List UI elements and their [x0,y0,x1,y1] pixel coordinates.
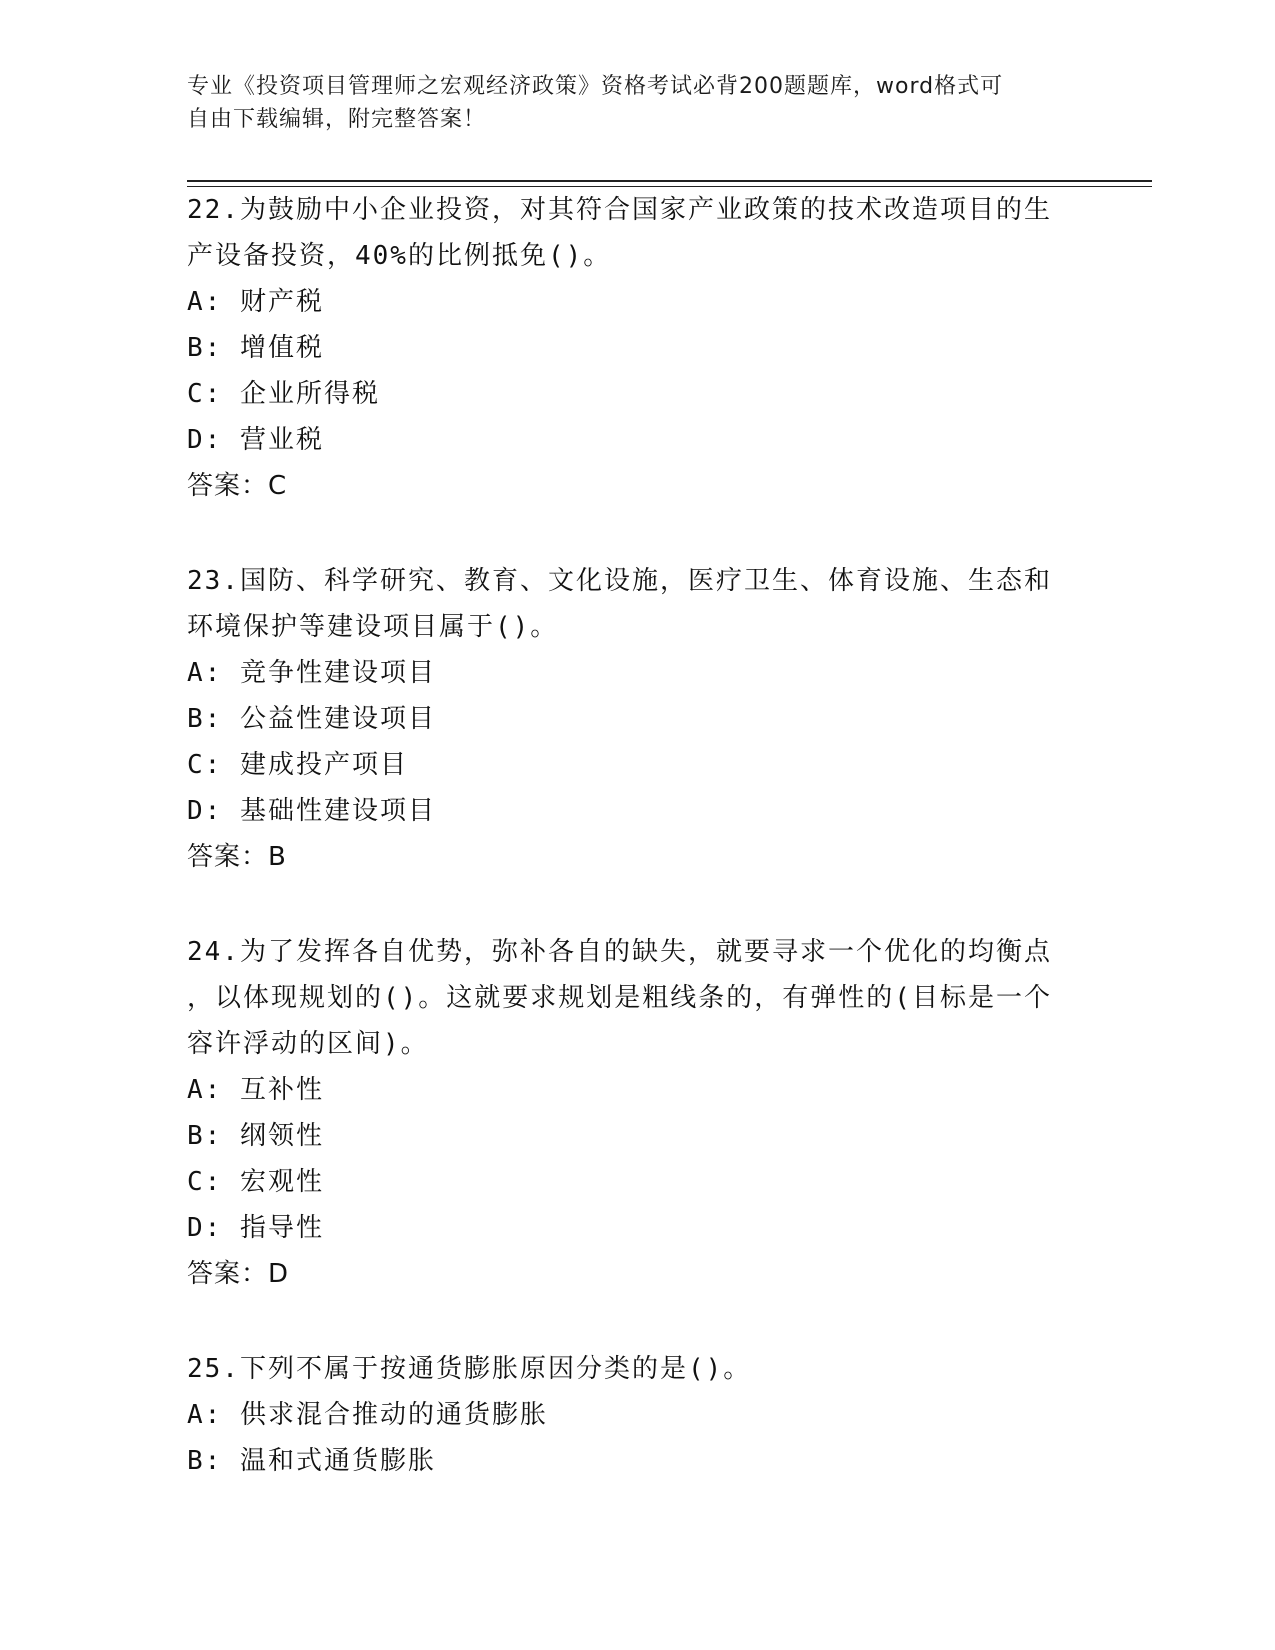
question-22 [187,187,1087,509]
stem-line: 25.下列不属于按通货膨胀原因分类的是()。 [187,1354,752,1384]
question-stem [187,1346,1087,1392]
question-stem [187,187,1087,279]
option-d: D: 基础性建设项目 [187,796,436,826]
stem-line: 22.为鼓励中小企业投资，对其符合国家产业政策的技术改造项目的生 [187,195,1052,225]
answer-line: 答案：D [187,1259,290,1289]
stem-line: 23.国防、科学研究、教育、文化设施，医疗卫生、体育设施、生态和 [187,566,1052,596]
option-b: B: 公益性建设项目 [187,704,436,734]
question-list [187,187,1087,1533]
option-c: C: 建成投产项目 [187,750,408,780]
option-a: A: 供求混合推动的通货膨胀 [187,1400,548,1430]
stem-line: 产设备投资，40%的比例抵免()。 [187,241,612,271]
option-d: D: 营业税 [187,425,324,455]
question-stem [187,558,1087,650]
header-line-1: 专业《投资项目管理师之宏观经济政策》资格考试必背200题题库，word格式可 [187,74,1004,99]
stem-line: 容许浮动的区间)。 [187,1029,429,1059]
question-25 [187,1346,1087,1484]
question-stem [187,929,1087,1067]
question-24 [187,929,1087,1297]
document-header [187,70,1067,136]
option-a: A: 互补性 [187,1075,324,1105]
answer-line: 答案：B [187,842,287,872]
header-line-2: 自由下载编辑，附完整答案！ [187,107,487,132]
option-b: B: 温和式通货膨胀 [187,1446,436,1476]
option-d: D: 指导性 [187,1213,324,1243]
option-c: C: 宏观性 [187,1167,324,1197]
header-divider-thick [187,180,1152,182]
option-a: A: 竞争性建设项目 [187,658,436,688]
option-a: A: 财产税 [187,287,324,317]
stem-line: ，以体现规划的()。这就要求规划是粗线条的，有弹性的(目标是一个 [187,983,1052,1013]
option-c: C: 企业所得税 [187,379,380,409]
question-23 [187,558,1087,880]
option-b: B: 纲领性 [187,1121,324,1151]
stem-line: 24.为了发挥各自优势，弥补各自的缺失，就要寻求一个优化的均衡点 [187,937,1052,967]
answer-line: 答案：C [187,471,288,501]
stem-line: 环境保护等建设项目属于()。 [187,612,559,642]
option-b: B: 增值税 [187,333,324,363]
